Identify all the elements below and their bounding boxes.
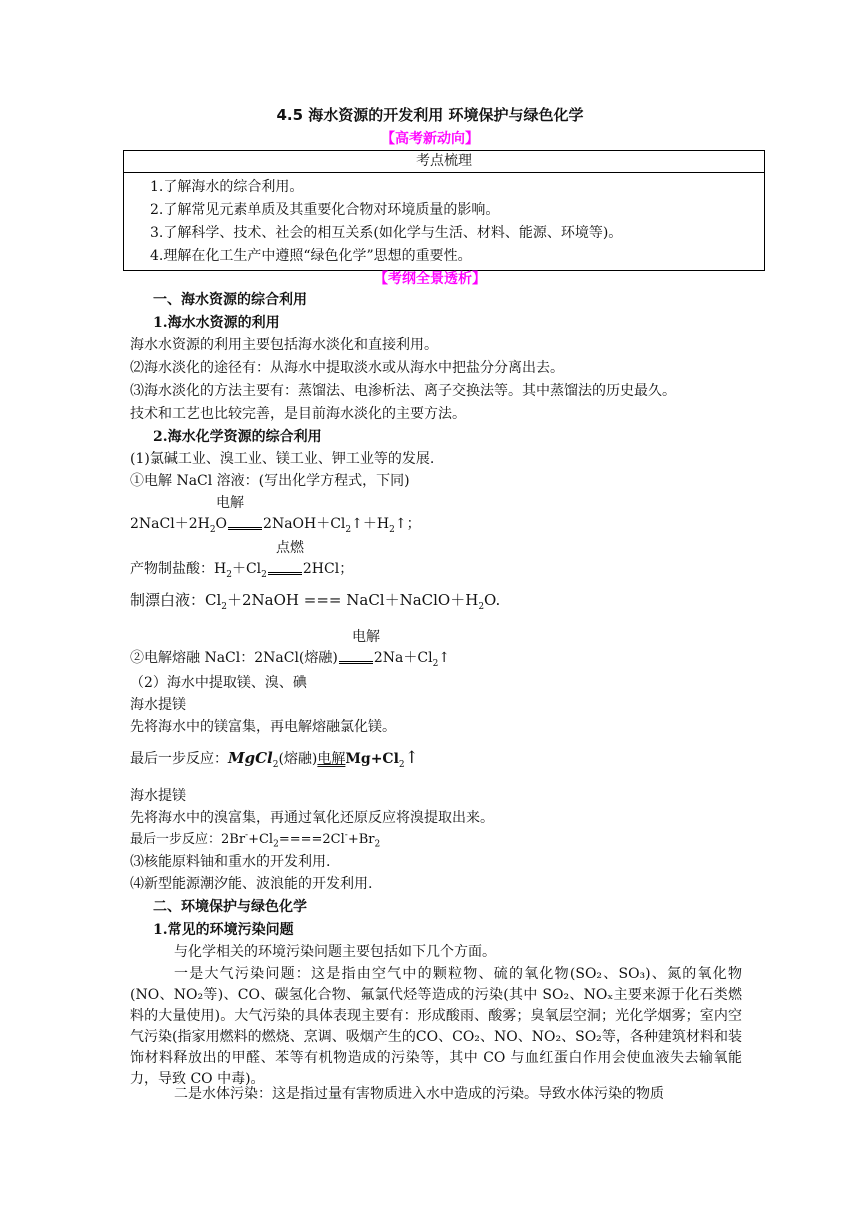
- paragraph: ⑵海水淡化的途径有：从海水中提取淡水或从海水中把盐分分离出去。: [130, 360, 564, 376]
- heading-1-2: 2.海水化学资源的综合利用: [153, 429, 322, 445]
- equals-sign: [339, 653, 373, 664]
- paragraph: 海水水资源的利用主要包括海水淡化和直接利用。: [130, 337, 438, 353]
- paragraph: （2）海水中提取镁、溴、碘: [130, 675, 307, 691]
- paragraph: ⑷新型能源潮汐能、波浪能的开发利用.: [130, 876, 373, 892]
- equation: $2NaCl+2H_2O$ $2NaOH+Cl_2↑+H_2↑$；: [130, 516, 421, 535]
- paragraph: 先将海水中的镁富集，再电解熔融氯化镁。: [130, 719, 396, 735]
- heading-1-1: 1.海水水资源的利用: [153, 315, 280, 331]
- list-item: 1.了解海水的综合利用。: [150, 179, 304, 195]
- page-title: 4.5 海水资源的开发利用 环境保护与绿色化学: [276, 106, 584, 124]
- paragraph: ⑶海水淡化的方法主要有：蒸馏法、电渗析法、离子交换法等。其中蒸馏法的历史最久。: [130, 383, 676, 399]
- list-item: 3.了解科学、技术、社会的相互关系(如化学与生活、材料、能源、环境等)。: [150, 225, 623, 241]
- paragraph: 技术和工艺也比较完善，是目前海水淡化的主要方法。: [130, 406, 466, 422]
- list-item: 2.了解常见元素单质及其重要化合物对环境质量的影响。: [150, 202, 500, 218]
- heading-1: 一、海水资源的综合利用: [153, 292, 307, 308]
- section-overview: 【考纲全景透析】: [374, 271, 486, 287]
- equation: ②电解熔融 NaCl：2NaCl(熔融) $2Na+Cl_2↑$: [130, 650, 451, 669]
- reaction-condition: 电解: [352, 629, 380, 645]
- paragraph: (1)氯碱工业、溴工业、镁工业、钾工业等的发展.: [130, 451, 435, 467]
- equation: 最后一步反应：MgCl$_2$(熔融)电解$Mg+Cl_2↑$: [130, 748, 419, 770]
- paragraph-air-pollution: 一是大气污染问题：这是指由空气中的颗粒物、硫的氧化物(SO₂、SO₃)、氮的氧化物(NO、NO₂等)、CO、碳氢化合物、氟氯代烃等造成的污染(其中 SO₂、NOₓ主要来源于化石类燃料的大量使用)。大气污染的具体表现主要有：形成酸雨、酸雾；臭氧层空洞；光化学烟雾；室内空气污染(指家用燃料的燃烧、烹调、吸烟产生的CO、CO₂、NO、NO₂、SO₂等，各种建筑材料和装饰材料释放出的甲醛、苯等有机物造成的污染等，其中 CO 与血红蛋白作用会使血液失去输氧能力，导致 CO 中毒)。: [130, 966, 742, 1087]
- section-new-trends: 【高考新动向】: [381, 131, 479, 147]
- table-header: 考点梳理: [124, 151, 765, 173]
- paragraph: 先将海水中的溴富集，再通过氧化还原反应将溴提取出来。: [130, 810, 494, 826]
- paragraph-water-pollution: 二是水体污染：这是指过量有害物质进入水中造成的污染。导致水体污染的物质: [174, 1086, 664, 1102]
- syllabus-table: [123, 150, 765, 271]
- paragraph: 海水提镁: [130, 697, 186, 713]
- equation: 产物制盐酸：$H_2+Cl_2$ 2HCl；: [130, 561, 354, 580]
- paragraph: 与化学相关的环境污染问题主要包括如下几个方面。: [174, 944, 496, 960]
- equals-sign: [268, 564, 302, 575]
- table-body: [124, 173, 765, 271]
- reaction-condition: 电解: [216, 495, 244, 511]
- paragraph: ⑶核能原料铀和重水的开发利用.: [130, 854, 331, 870]
- equals-sign: [228, 519, 262, 530]
- equation: 最后一步反应：$2Br^-+Cl_2====2Cl^-+Br_2$: [130, 830, 381, 850]
- heading-2-1: 1.常见的环境污染问题: [153, 922, 294, 938]
- paragraph: 海水提镁: [130, 788, 186, 804]
- paragraph: ①电解 NaCl 溶液：(写出化学方程式，下同): [130, 473, 410, 489]
- heading-2: 二、环境保护与绿色化学: [153, 899, 307, 915]
- list-item: 4.理解在化工生产中遵照“绿色化学”思想的重要性。: [150, 248, 472, 264]
- equation: 制漂白液：$Cl_2+2NaOH$ === $NaCl+NaClO+H_2O$.: [130, 591, 501, 612]
- reaction-condition: 点燃: [276, 540, 304, 556]
